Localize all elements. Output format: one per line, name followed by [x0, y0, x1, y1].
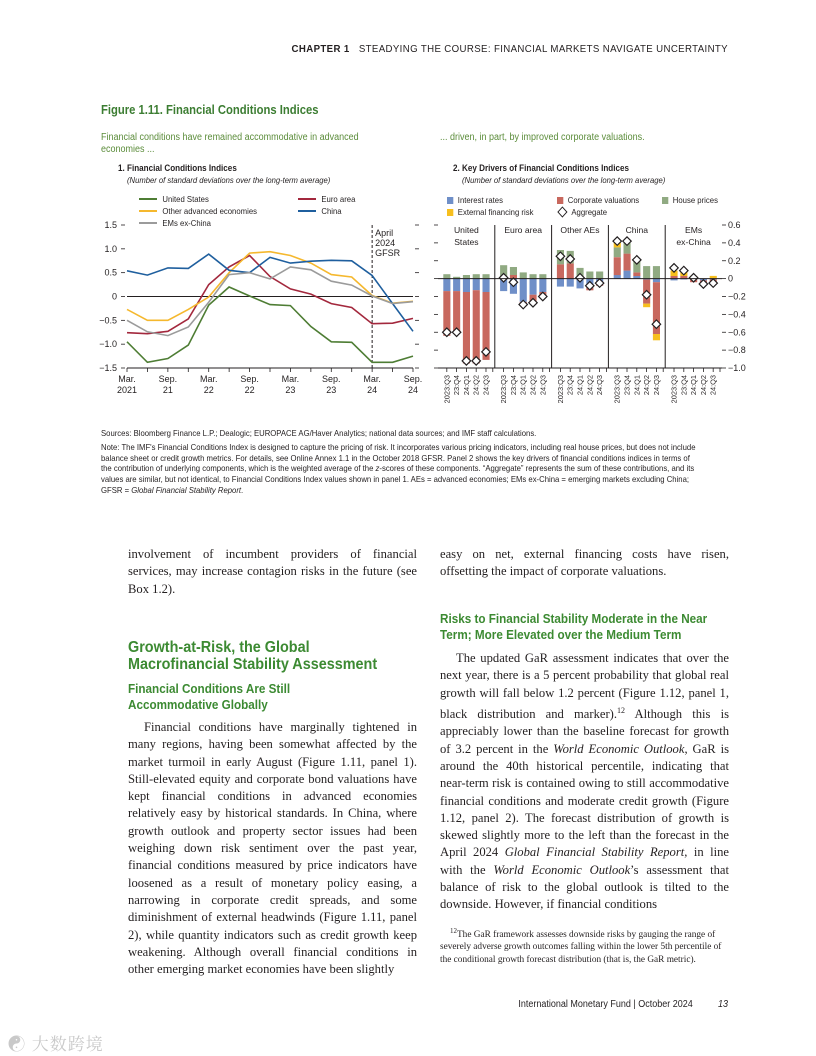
bar-segment-house-prices [614, 247, 621, 257]
x-tick-label: 24:Q3 [538, 375, 548, 396]
bar-segment-interest-rates [483, 279, 490, 292]
x-tick-label: Sep. [158, 374, 178, 384]
x-tick-label: 23 [326, 385, 337, 395]
x-tick-label: 24:Q2 [528, 375, 538, 396]
annotation-label: GFSR [375, 248, 401, 258]
legend-china: China [298, 206, 342, 216]
legend-house-prices: House prices [662, 195, 718, 205]
bar-segment-corporate-valuations [614, 257, 621, 275]
x-tick-label: 24:Q3 [708, 375, 718, 396]
legend-swatch [662, 197, 668, 204]
x-tick-label: Sep. [403, 374, 423, 384]
x-tick-label: 22 [244, 385, 255, 395]
figure-notes [101, 428, 696, 499]
bar-segment-house-prices [586, 272, 593, 279]
legend-other-advanced: Other advanced economies [139, 206, 257, 216]
x-tick-label: 23 [285, 385, 296, 395]
x-tick-label: 2023:Q3 [669, 375, 679, 404]
y-tick-label: 1.5 [104, 220, 117, 230]
x-tick-label: Mar. [281, 374, 300, 384]
x-tick-label: 24:Q3 [595, 375, 605, 396]
group-label: United [453, 225, 479, 235]
bar-segment-interest-rates [443, 279, 450, 292]
x-tick-label: 23:Q4 [452, 375, 462, 396]
x-tick-label: 24:Q1 [518, 375, 528, 396]
x-tick-label: 2021 [116, 385, 138, 395]
legend-swatch [139, 210, 157, 212]
legend-ems-ex-china: EMs ex-China [139, 218, 211, 228]
x-tick-label: 23:Q4 [679, 375, 689, 396]
x-tick-label: Mar. [199, 374, 218, 384]
bar-segment-interest-rates [539, 279, 546, 292]
subsection-heading-left: Financial Conditions Are Still Accommodative Globally [128, 681, 291, 712]
x-tick-label: 24 [367, 385, 378, 395]
x-tick-label: 24:Q2 [642, 375, 652, 396]
x-tick-label: 21 [162, 385, 173, 395]
page-footer [73, 999, 728, 1010]
y-tick-label: −0.4 [728, 309, 746, 320]
y-tick-label: −0.8 [728, 345, 746, 356]
legend-swatch [298, 198, 316, 200]
panel2-title: 2. Key Drivers of Financial Conditions Indices [453, 163, 630, 173]
x-tick-label: 24:Q2 [585, 375, 595, 396]
bar-segment-house-prices [473, 274, 480, 279]
x-tick-label: 24 [407, 385, 419, 395]
annotation-label: April [375, 228, 394, 238]
legend-euro-area: Euro area [298, 194, 355, 204]
bar-segment-interest-rates [557, 279, 564, 287]
bar-segment-house-prices [643, 266, 650, 279]
bar-segment-external-financing-risk [653, 334, 660, 340]
group-label: ex-China [676, 237, 711, 247]
x-tick-label: 23:Q4 [565, 375, 575, 396]
x-tick-label: Mar. [118, 374, 136, 384]
footnote: $^{12}$The GaR framework assesses downside risks by gauging the range of severely adverse growth outcomes falling within the lower 5th percentile of the conditional growth forecast distribution (that is, the GaR metric). [440, 927, 722, 965]
bar-segment-house-prices [520, 272, 527, 278]
bar-segment-corporate-valuations [624, 254, 631, 271]
legend-corporate-valuations: Corporate valuations [557, 195, 639, 205]
bar-segment-interest-rates [520, 279, 527, 302]
legend-aggregate: Aggregate [557, 207, 607, 217]
running-head [58, 43, 728, 55]
group-label: States [454, 237, 479, 247]
watermark-logo-icon: ☯ [8, 1035, 26, 1054]
y-tick-label: −0.6 [728, 327, 746, 338]
bar-segment-house-prices [463, 275, 470, 279]
y-tick-label: 0.6 [728, 220, 741, 230]
note-text: Note: The IMF's Financial Conditions Index is designed to capture the pricing of risk. It incorporates various pricing indicators, including real house prices, but does not include balance sheet or credit growth metrics. For details, see Online Annex 1.1 in the October 2018 GFSR. Panel 2 shows the key drivers of financial conditions indices in terms of the contribution of underlying components, which is the weighted average of the z-scores of these components. “Aggregate” represents the sum of these contributions, and its values are similar, but not identical, to Financial Conditions Index values shown in panel 1. AEs = advanced economies; EMs ex-China = emerging markets excluding China; GFSR = Global Financial Stability Report. [101, 441, 696, 495]
x-tick-label: 24:Q1 [632, 375, 642, 396]
y-tick-label: −1.0 [99, 339, 117, 350]
series-line-united-states [127, 287, 413, 362]
line-chart [95, 215, 425, 405]
bar-segment-corporate-valuations [473, 290, 480, 363]
bar-segment-house-prices [510, 267, 517, 275]
bar-segment-corporate-valuations [557, 264, 564, 278]
y-tick-label: 0 [111, 291, 117, 302]
bar-segment-interest-rates [453, 279, 460, 292]
right-column-body [440, 650, 729, 914]
panel2-subtitle: (Number of standard deviations over the long-term average) [462, 175, 666, 185]
footnote-number: 12 [450, 927, 457, 935]
bar-segment-interest-rates [624, 271, 631, 279]
y-tick-label: −0.2 [728, 291, 746, 302]
y-tick-label: −1.5 [99, 363, 117, 373]
footer-text: International Monetary Fund | October 2024 [518, 999, 693, 1010]
page-number: 13 [717, 999, 728, 1010]
legend-swatch [298, 210, 316, 212]
x-tick-label: 2023:Q3 [612, 375, 622, 404]
bar-segment-corporate-valuations [453, 291, 460, 332]
x-tick-label: Mar. [363, 374, 381, 384]
x-tick-label: 2023:Q3 [499, 375, 509, 404]
bar-segment-external-financing-risk [643, 304, 650, 308]
bar-segment-interest-rates [653, 279, 660, 283]
footnote-ref[interactable]: 12 [617, 705, 626, 715]
y-tick-label: −1.0 [728, 363, 746, 373]
legend-swatch [447, 197, 453, 204]
y-tick-label: 0.4 [728, 237, 741, 248]
sources-text: Sources: Bloomberg Finance L.P.; Dealogic; EUROPACE AG/Haver Analytics; national data sources; and IMF staff calculations. [101, 428, 537, 438]
legend-united-states: United States [139, 194, 209, 204]
bar-segment-interest-rates [530, 279, 537, 295]
y-tick-label: −0.5 [99, 315, 117, 326]
x-tick-label: 24:Q2 [698, 375, 708, 396]
bar-segment-house-prices [596, 272, 603, 279]
bar-segment-corporate-valuations [463, 292, 470, 364]
x-tick-label: 24:Q3 [651, 375, 661, 396]
x-tick-label: Sep. [322, 374, 341, 384]
right-subtitle: ... driven, in part, by improved corporate valuations. [440, 132, 645, 143]
section-heading: Growth-at-Risk, the Global Macrofinancial Stability Assessment [128, 639, 378, 673]
watermark: ☯ 大数跨境 [8, 1035, 104, 1054]
left-column-top [128, 546, 417, 598]
x-tick-label: 2023:Q3 [442, 375, 452, 404]
legend-swatch [139, 198, 157, 200]
x-tick-label: 2023:Q3 [555, 375, 565, 404]
bar-segment-corporate-valuations [633, 272, 640, 276]
bar-segment-house-prices [530, 274, 537, 279]
bar-segment-corporate-valuations [567, 263, 574, 278]
group-label: China [625, 225, 649, 235]
right-column-top [440, 546, 729, 581]
legend-swatch [557, 197, 563, 204]
left-column-body [128, 719, 417, 978]
y-tick-label: 1.0 [104, 243, 117, 254]
bar-segment-house-prices [539, 274, 546, 279]
left-subtitle: Financial conditions have remained accommodative in advanced economies ... [101, 132, 359, 155]
series-line-other-advanced-economies [127, 252, 413, 321]
panel1-title: 1. Financial Conditions Indices [118, 163, 237, 173]
bar-segment-interest-rates [567, 279, 574, 287]
annotation-label: 2024 [375, 238, 396, 248]
y-tick-label: 0.2 [728, 255, 741, 266]
x-tick-label: 24:Q1 [575, 375, 585, 396]
legend-external-financing: External financing risk [447, 207, 533, 217]
x-tick-label: 24:Q3 [481, 375, 491, 396]
bar-chart [430, 215, 760, 415]
subsection-heading-right: Risks to Financial Stability Moderate in the Near Term; More Elevated over the Medium Term [440, 611, 708, 642]
x-tick-label: 22 [203, 385, 214, 395]
y-tick-label: 0.5 [104, 267, 117, 278]
x-tick-label: 24:Q1 [461, 375, 471, 396]
group-label: EMs [685, 225, 703, 235]
paragraph: involvement of incumbent providers of financial services, may increase contagion risks in the future (see Box 1.2). [128, 547, 417, 596]
panel1-subtitle: (Number of standard deviations over the long-term average) [127, 175, 331, 185]
x-tick-label: 23:Q4 [508, 375, 518, 396]
group-label: Other AEs [560, 225, 600, 235]
legend-interest-rates: Interest rates [447, 195, 503, 205]
figure-title: Figure 1.11. Financial Conditions Indices [101, 103, 319, 117]
bar-segment-house-prices [483, 274, 490, 279]
paragraph: easy on net, external financing costs have risen, offsetting the impact of corporate valuations. [440, 547, 729, 579]
x-tick-label: 23:Q4 [622, 375, 632, 396]
y-tick-label: 0 [728, 273, 734, 284]
bar-segment-interest-rates [473, 279, 480, 291]
x-tick-label: 24:Q2 [471, 375, 481, 396]
paragraph: The updated GaR assessment indicates that over the next year, there is a 5 percent probability that global real growth will fall below 1.2 percent (Figure 1.12, panel 1, black distribution and marker).$^{12}$ Although this is appreciably lower than the baseline forecast for growth of 3.2 percent in the World Economic Outlook, GaR is around the 40th historical percentile, indicating that near-term risk is contained owing to still accommodative financial conditions and moderate credit growth (Figure 1.12, panel 2). The forecast distribution of growth is skewed slightly more to the left than the forecast in the April 2024 Global Financial Stability Report, in line with the World Economic Outlook’s assessment that balance of risk to the global outlook is tilted to the downside. However, if financial conditions [440, 651, 730, 912]
x-tick-label: 24:Q1 [689, 375, 699, 396]
bar-segment-interest-rates [463, 279, 470, 292]
bar-segment-house-prices [443, 274, 450, 279]
paragraph: Financial conditions have marginally tightened in many regions, having been somewhat affected by the market turmoil in early August (Figure 1.11, panel 1). Still-elevated equity and corporate bond valuations have kept financial conditions in advanced economies relatively easy by historical standards. In China, where growth outlook and property sector issues had been weighing down risk sentiment over the past year, financial conditions measured by price indicators have loosened as a result of monetary policy easing, a narrowing in corporate credit spreads, and some diminishment of external headwinds (Figure 1.11, panel 2), while quantity indicators such as credit growth keep weakening. Although overall financial conditions in other emerging market economies have been slightly [128, 720, 417, 977]
bar-segment-house-prices [653, 266, 660, 279]
chapter-title: STEADYING THE COURSE: FINANCIAL MARKETS NAVIGATE UNCERTAINTY [358, 43, 728, 55]
group-label: Euro area [504, 225, 543, 235]
chapter-label: CHAPTER 1 [291, 43, 350, 55]
bar-segment-interest-rates [614, 275, 621, 279]
x-tick-label: Sep. [240, 374, 259, 384]
